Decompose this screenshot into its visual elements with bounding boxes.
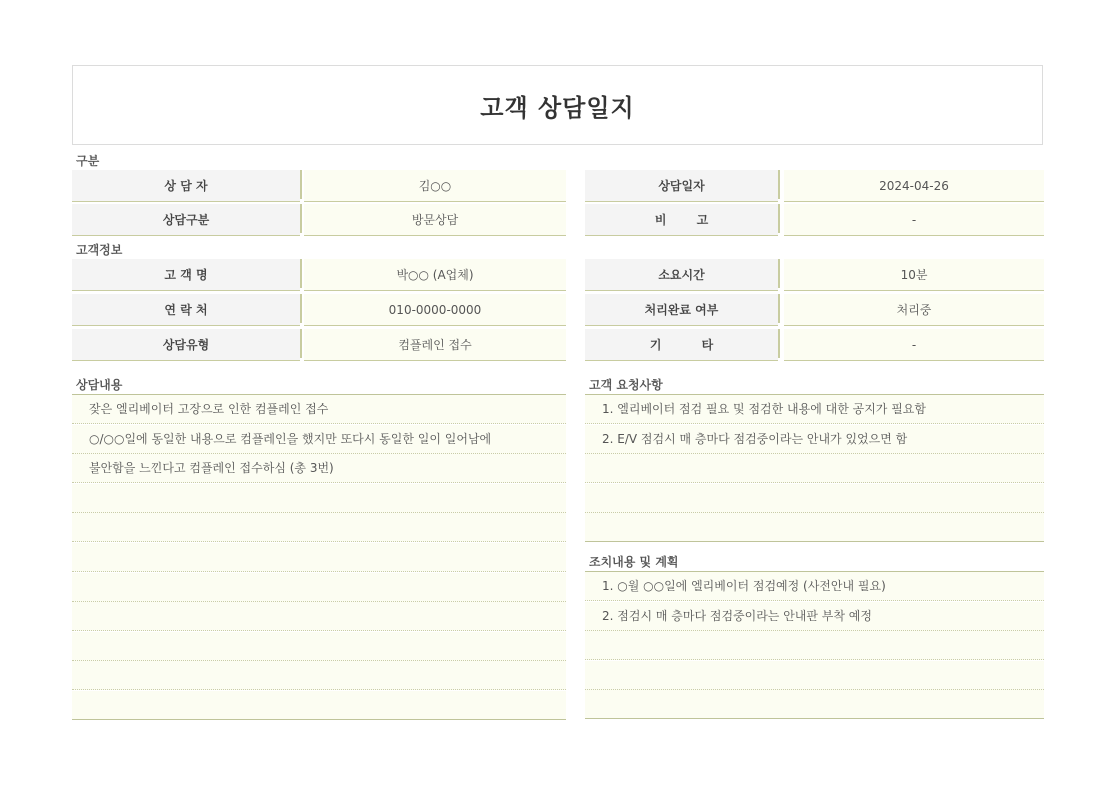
divider	[300, 204, 302, 233]
section-consult-content-title: 상담내용	[76, 378, 123, 392]
divider	[778, 294, 780, 323]
counselor-label: 상 담 자	[72, 170, 300, 202]
divider	[300, 170, 302, 199]
divider	[300, 294, 302, 323]
text-line: 1. ○월 ○○일에 엘리베이터 점검예정 (사전안내 필요)	[585, 572, 1044, 601]
title-box	[72, 65, 1043, 145]
counselor-value: 김○○	[304, 170, 566, 202]
text-line	[72, 691, 566, 720]
note-value: -	[784, 204, 1044, 236]
divider	[300, 329, 302, 358]
divider	[778, 170, 780, 199]
consult-category-value: 컴플레인 접수	[304, 329, 566, 361]
consult-date-value: 2024-04-26	[784, 170, 1044, 202]
completion-label: 처리완료 여부	[585, 294, 778, 326]
consult-type-value: 방문상담	[304, 204, 566, 236]
contact-label: 연 락 처	[72, 294, 300, 326]
text-line	[585, 661, 1044, 690]
text-line	[72, 484, 566, 513]
consult-type-label: 상담구분	[72, 204, 300, 236]
consult-date-label: 상담일자	[585, 170, 778, 202]
text-line	[585, 513, 1044, 542]
divider	[778, 204, 780, 233]
section-customer-request-title: 고객 요청사항	[589, 378, 663, 392]
text-line: 불안함을 느낀다고 컴플레인 접수하심 (총 3번)	[72, 454, 566, 483]
contact-value: 010-0000-0000	[304, 294, 566, 326]
text-line	[585, 690, 1044, 719]
completion-value: 처리중	[784, 294, 1044, 326]
section-division-title: 구분	[76, 154, 100, 168]
duration-value: 10분	[784, 259, 1044, 291]
text-line	[72, 602, 566, 631]
note-label: 비 고	[585, 204, 778, 236]
consult-category-label: 상담유형	[72, 329, 300, 361]
text-line	[72, 661, 566, 690]
divider	[778, 329, 780, 358]
text-line: 1. 엘리베이터 점검 필요 및 점검한 내용에 대한 공지가 필요함	[585, 395, 1044, 424]
text-line: ○/○○일에 동일한 내용으로 컴플레인을 했지만 또다시 동일한 일이 일어남에	[72, 425, 566, 454]
customer-name-value: 박○○ (A업체)	[304, 259, 566, 291]
text-line	[72, 543, 566, 572]
etc-value: -	[784, 329, 1044, 361]
text-line	[585, 631, 1044, 660]
text-line: 2. 점검시 매 층마다 점검중이라는 안내판 부착 예정	[585, 602, 1044, 631]
text-line: 잦은 엘리베이터 고장으로 인한 컴플레인 접수	[72, 395, 566, 424]
page-title: 고객 상담일지	[480, 93, 635, 122]
etc-label: 기 타	[585, 329, 778, 361]
text-line	[72, 632, 566, 661]
text-line	[585, 484, 1044, 513]
divider	[778, 259, 780, 288]
section-action-plan-title: 조치내용 및 계획	[589, 555, 679, 569]
divider	[300, 259, 302, 288]
text-line	[72, 573, 566, 602]
section-customer-info-title: 고객정보	[76, 243, 123, 257]
duration-label: 소요시간	[585, 259, 778, 291]
text-line: 2. E/V 점검시 매 층마다 점검중이라는 안내가 있었으면 함	[585, 425, 1044, 454]
text-line	[72, 513, 566, 542]
text-line	[585, 454, 1044, 483]
customer-name-label: 고 객 명	[72, 259, 300, 291]
